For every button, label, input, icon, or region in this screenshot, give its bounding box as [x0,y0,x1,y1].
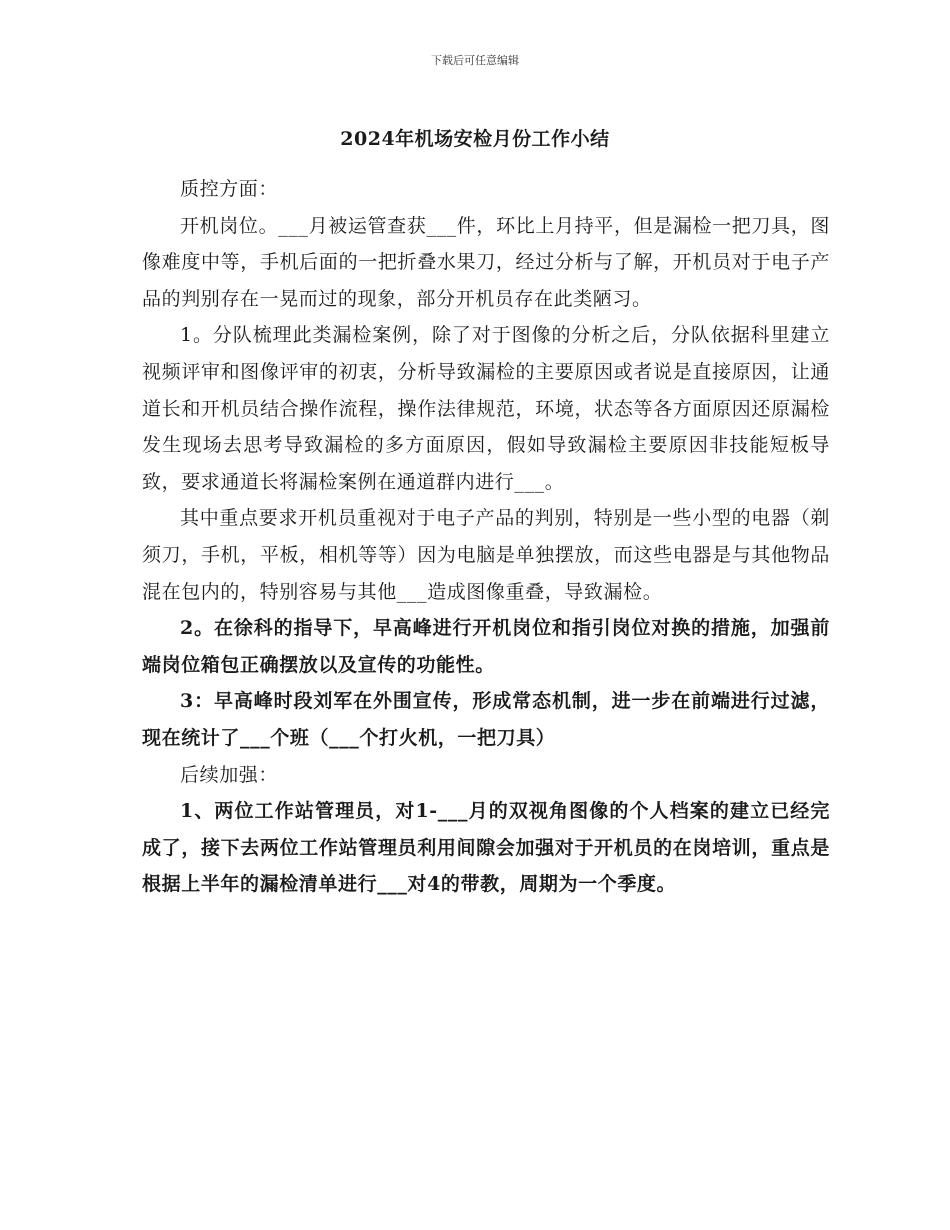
paragraph: 2。在徐科的指导下，早高峰进行开机岗位和指引岗位对换的措施，加强前端岗位箱包正确摆放以及宣传的功能性。 [142,617,830,676]
header-note: 下载后可任意编辑 [431,54,519,67]
document-body [142,171,830,903]
paragraph: 开机岗位。___月被运管查获___件，环比上月持平，但是漏检一把刀具，图像难度中等，手机后面的一把折叠水果刀，经过分析与了解，开机员对于电子产品的判别存在一晃而过的现象，部分开机员存在此类陋习。 [142,214,830,310]
paragraph: 1、两位工作站管理员，对1-___月的双视角图像的个人档案的建立已经完成了，接下去两位工作站管理员利用间隙会加强对于开机员的在岗培训，重点是根据上半年的漏检清单进行___对4的带教，周期为一个季度。 [142,800,830,896]
paragraph: 后续加强： [180,763,279,786]
paragraph: 1。分队梳理此类漏检案例，除了对于图像的分析之后，分队依据科里建立视频评审和图像评审的初衷，分析导致漏检的主要原因或者说是直接原因，让通道长和开机员结合操作流程，操作法律规范，环境，状态等各方面原因还原漏检发生现场去思考导致漏检的多方面原因，假如导致漏检主要原因非技能短板导致，要求通道长将漏检案例在通道群内进行___。 [142,324,830,493]
paragraph: 其中重点要求开机员重视对于电子产品的判别，特别是一些小型的电器（剃须刀，手机，平板，相机等等）因为电脑是单独摆放，而这些电器是与其他物品混在包内的，特别容易与其他___造成图像重叠，导致漏检。 [142,507,830,603]
paragraph: 质控方面： [180,178,279,200]
document-title: 2024年机场安检月份工作小结 [340,128,610,150]
paragraph: 3：早高峰时段刘军在外围宣传，形成常态机制，进一步在前端进行过滤，现在统计了___个班（___个打火机，一把刀具） [142,690,830,749]
